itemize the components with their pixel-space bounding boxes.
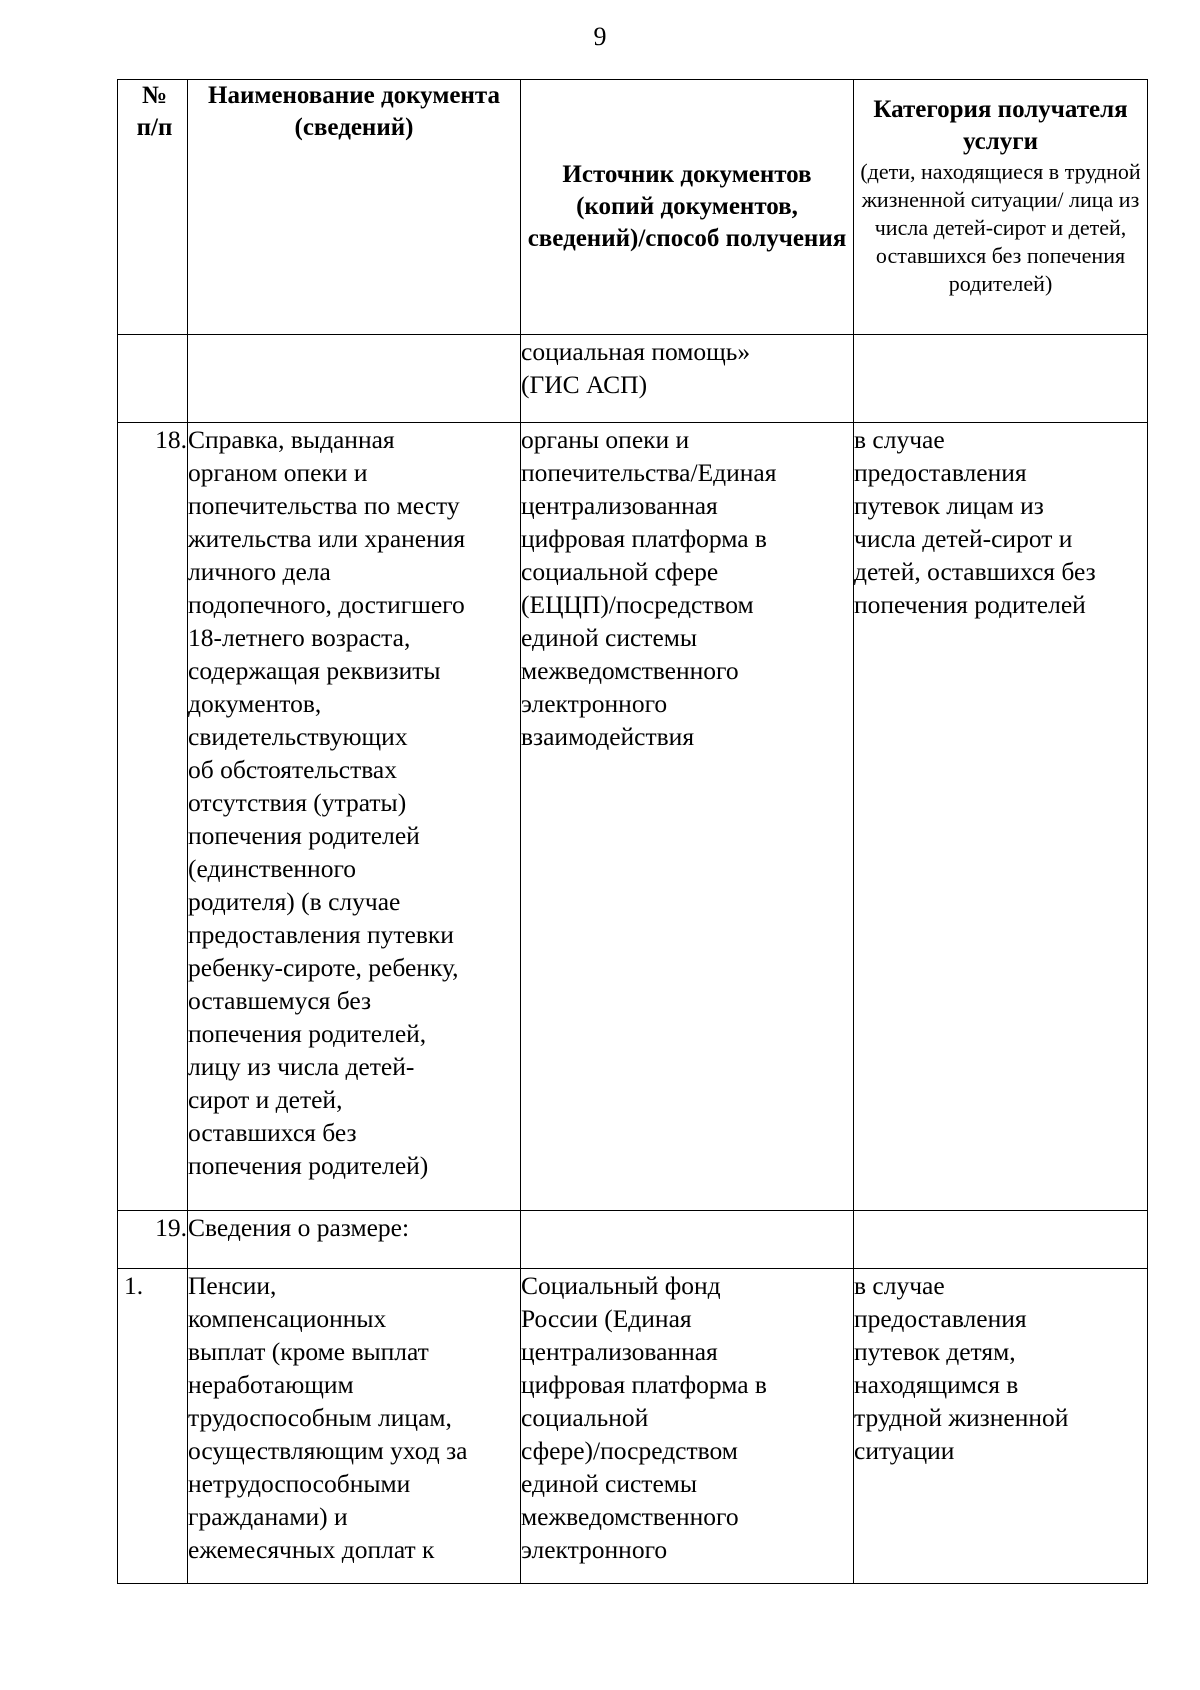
- table-row: [118, 1269, 1148, 1584]
- row-document-name: Пенсии, компенсационных выплат (кроме выплат неработающим трудоспособным лицам, осуществляющим уход за нетрудоспособными гражданами) и ежемесячных доплат к: [188, 1269, 521, 1584]
- row-category: в случае предоставления путевок детям, находящимся в трудной жизненной ситуации: [854, 1269, 1148, 1584]
- header-document-name: Наименование документа (сведений): [188, 80, 521, 335]
- row-source: социальная помощь» (ГИС АСП): [521, 335, 854, 423]
- header-category: [854, 80, 1148, 335]
- row-source: органы опеки и попечительства/Единая централизованная цифровая платформа в социальной сфере (ЕЦЦП)/посредством единой системы межведомственного электронного взаимодействия: [521, 423, 854, 1211]
- header-number-sign: №: [141, 82, 168, 109]
- table-row: [118, 335, 1148, 423]
- documents-table: [117, 79, 1148, 1584]
- page-number: 9: [593, 22, 607, 51]
- table-header-row: [118, 80, 1148, 335]
- header-category-title: Категория получателя услуги: [873, 96, 1128, 155]
- row-document-name: [188, 335, 521, 423]
- row-category: [854, 335, 1148, 423]
- table-row: [118, 423, 1148, 1211]
- row-document-name: Справка, выданная органом опеки и попечительства по месту жительства или хранения личного дела подопечного, достигшего 18-летнего возраста, содержащая реквизиты документов, свидетельствующих об обстоятельствах отсутствия (утраты) попечения родителей (единственного родителя) (в случае предоставления путевки ребенку-сироте, ребенку, оставшемуся без попечения родителей, лицу из числа детей- сирот и детей, оставшихся без попечения родителей): [188, 423, 521, 1211]
- header-number: [118, 80, 188, 335]
- row-number: 1.: [118, 1269, 188, 1584]
- row-number: 18.: [118, 423, 188, 1211]
- row-number: [118, 335, 188, 423]
- header-number-abbr: п/п: [136, 114, 173, 141]
- row-number: 19.: [118, 1211, 188, 1269]
- row-source: [521, 1211, 854, 1269]
- row-source: Социальный фонд России (Единая централизованная цифровая платформа в социальной сфере)/посредством единой системы межведомственного электронного: [521, 1269, 854, 1584]
- row-category: в случае предоставления путевок лицам из числа детей-сирот и детей, оставшихся без попечения родителей: [854, 423, 1148, 1211]
- table-row: [118, 1211, 1148, 1269]
- row-category: [854, 1211, 1148, 1269]
- row-document-name: Сведения о размере:: [188, 1211, 521, 1269]
- header-category-note: (дети, находящиеся в трудной жизненной ситуации/ лица из числа детей-сирот и детей, оставшихся без попечения родителей): [860, 159, 1141, 296]
- header-source: Источник документов (копий документов, сведений)/способ получения: [521, 80, 854, 335]
